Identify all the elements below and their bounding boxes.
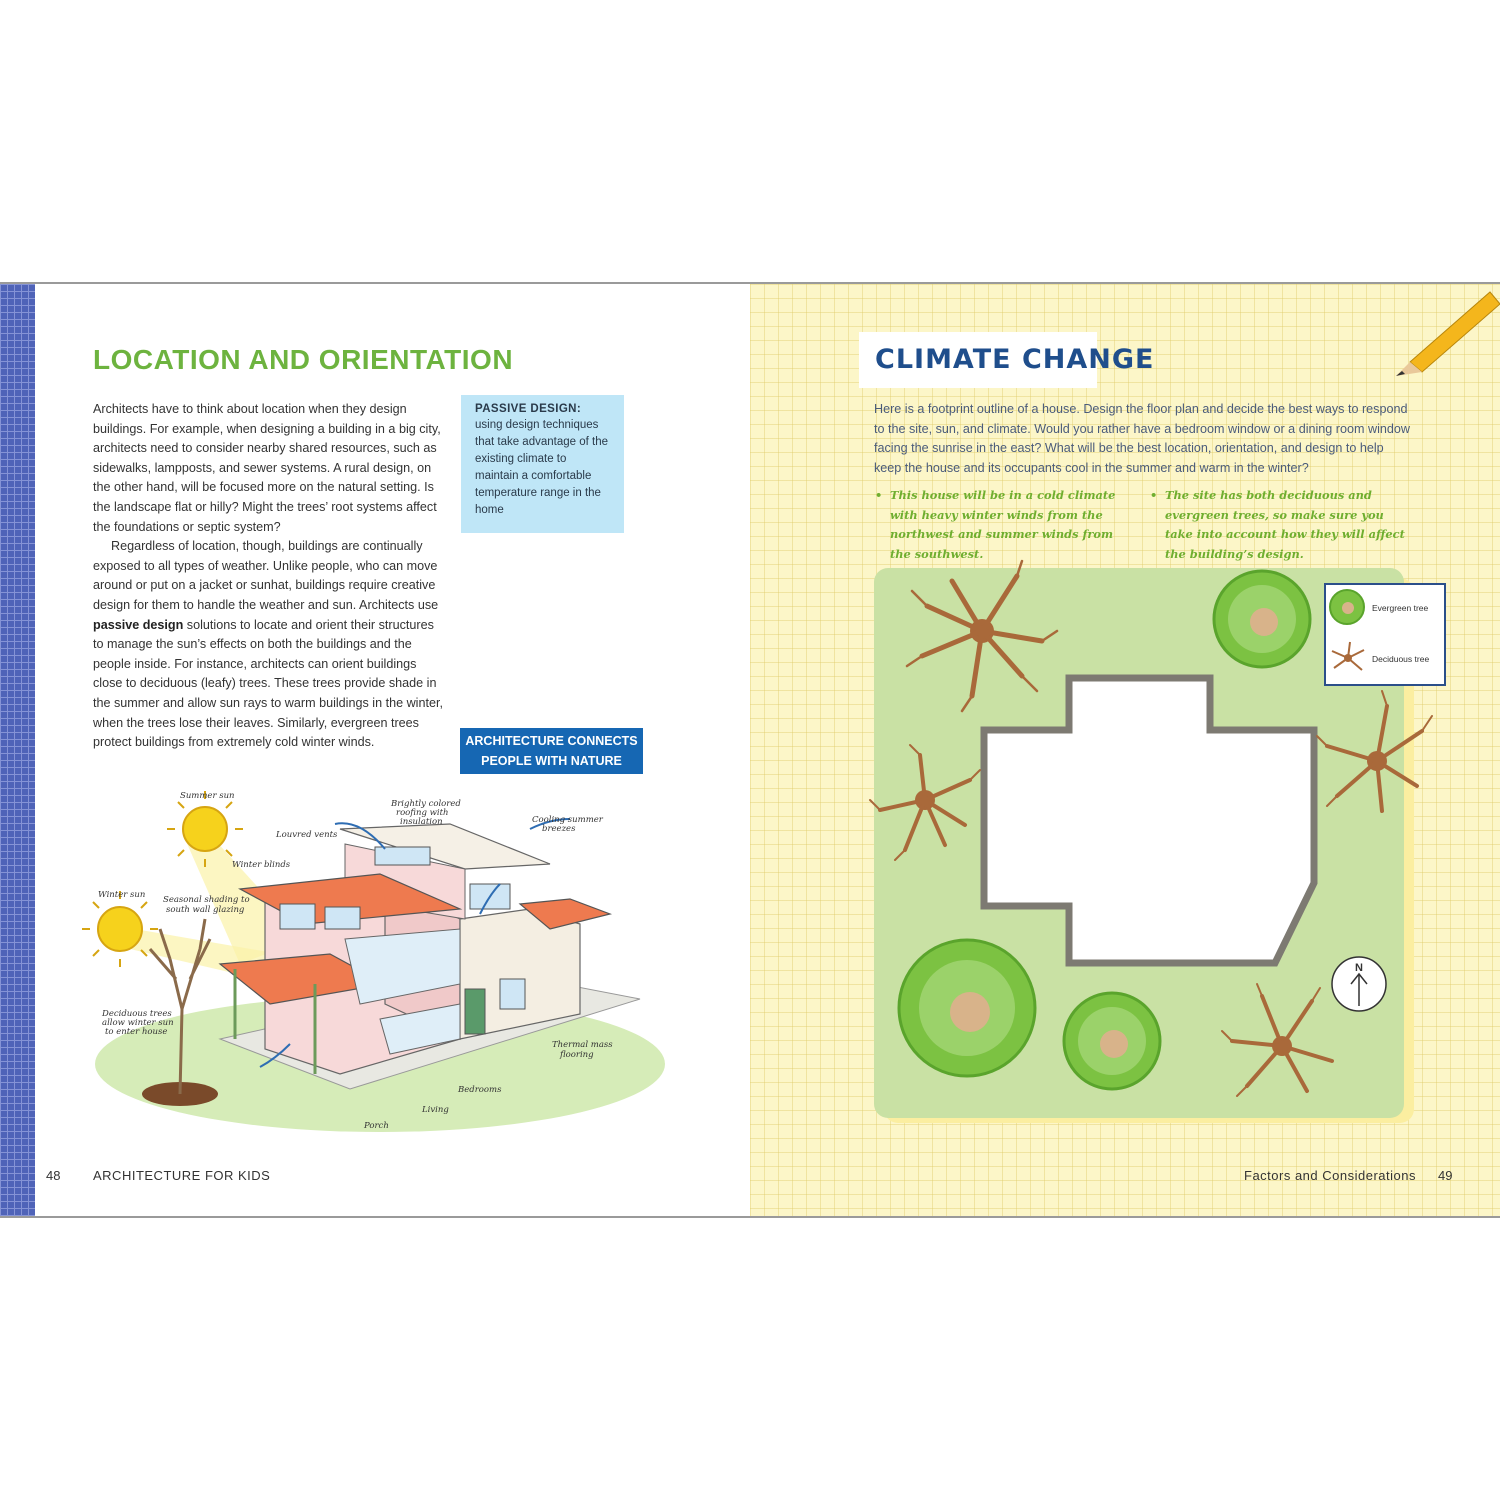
bullet-item-1 <box>875 486 1130 564</box>
page-number-left: 48 <box>46 1168 61 1183</box>
bullet-dot: • <box>1150 488 1158 502</box>
label-deciduous-2: allow winter sun <box>102 1018 174 1028</box>
compass-icon <box>1332 957 1386 1011</box>
map-legend <box>1325 584 1445 685</box>
bullet-item-2 <box>1150 486 1405 564</box>
passive-house-illustration <box>80 789 660 1144</box>
page-heading: LOCATION AND ORIENTATION <box>93 344 514 375</box>
evergreen-tree-icon <box>899 940 1035 1076</box>
evergreen-tree-icon <box>1064 993 1160 1089</box>
label-thermal-2: flooring <box>560 1050 594 1060</box>
definition-box <box>461 395 624 533</box>
running-footer-right: Factors and Considerations <box>1244 1168 1416 1183</box>
compass-label: N <box>1355 962 1363 974</box>
legend-evergreen-icon <box>1330 590 1364 624</box>
paragraph-2-start: Regardless of location, though, buildings are continually exposed to all types of weather. Unlike people, who can move around or put on a jacket or sunhat, buildings require creative design for them to handle the weather and sun. Architects use <box>93 539 439 612</box>
label-cooling-1: Cooling summer <box>532 815 603 825</box>
label-seasonal-shading-2: south wall glazing <box>166 905 245 915</box>
label-bedrooms: Bedrooms <box>458 1085 502 1095</box>
label-roofing-1: Brightly colored <box>391 799 461 809</box>
book-spread <box>0 282 1500 1218</box>
label-seasonal-shading-1: Seasonal shading to <box>163 895 250 905</box>
bullet-text-2: The site has both deciduous and evergreen trees, so make sure you take into account how they will affect the building’s design. <box>1165 488 1405 561</box>
page-number-right: 49 <box>1438 1168 1453 1183</box>
paragraph-1: Architects have to think about location when they design buildings. For example, when designing a building in a big city, architects need to consider nearby shared resources, such as sidewalks, lampposts, and sewer systems. A rural design, on the other hand, will be focused more on the natural setting. Is the landscape flat or hilly? Might the trees’ root systems affect the foundations or septic system? <box>93 402 441 534</box>
label-cooling-2: breezes <box>542 824 576 834</box>
pencil-icon <box>1390 284 1500 376</box>
label-porch: Porch <box>364 1121 389 1131</box>
body-text <box>93 400 443 753</box>
site-plan <box>872 566 1430 1126</box>
bullet-dot: • <box>875 488 883 502</box>
paragraph-2 <box>93 537 443 753</box>
callout-line-1: ARCHITECTURE CONNECTS <box>465 734 638 748</box>
label-summer-sun: Summer sun <box>180 791 235 801</box>
bullet-text-1: This house will be in a cold climate with heavy winter winds from the northwest and summer winds from the southwest. <box>890 488 1116 561</box>
winter-sun-icon <box>82 891 158 967</box>
legend-evergreen-label: Evergreen tree <box>1372 603 1429 613</box>
label-living: Living <box>422 1105 449 1115</box>
paragraph-2-end: solutions to locate and orient their structures to manage the sun’s effects on both the buildings and the people inside. For instance, architects can orient buildings close to deciduous (leafy) trees. These trees provide shade in the summer and allow sun rays to warm buildings in the winter, when the trees lose their leaves. Similarly, evergreen trees protect buildings from extremely cold winter winds. <box>93 617 443 750</box>
right-page <box>750 284 1500 1216</box>
label-roofing-2: roofing with <box>396 808 449 818</box>
label-winter-sun: Winter sun <box>98 890 146 900</box>
intro-text: Here is a footprint outline of a house. Design the floor plan and decide the best ways to respond to the site, sun, and climate. Would you rather have a bedroom window or a dining room window facing the sunrise in the east? What will be the best location, orientation, and design to help keep the house and its occupants cool in the summer and warm in the winter? <box>874 402 1410 475</box>
blue-grid-strip <box>0 284 35 1216</box>
evergreen-tree-icon <box>1214 571 1310 667</box>
left-page <box>0 284 750 1216</box>
label-thermal-1: Thermal mass <box>552 1040 613 1050</box>
running-footer-left: ARCHITECTURE FOR KIDS <box>93 1168 271 1183</box>
label-winter-blinds: Winter blinds <box>232 860 291 870</box>
passive-design-term: passive design <box>93 617 184 632</box>
definition-term: PASSIVE DESIGN: <box>475 403 582 415</box>
callout-line-2: PEOPLE WITH NATURE <box>481 754 622 768</box>
page-heading-right: CLIMATE CHANGE <box>875 344 1155 375</box>
callout-banner <box>460 728 643 774</box>
label-louvred-vents: Louvred vents <box>276 830 338 840</box>
label-deciduous-3: to enter house <box>105 1027 168 1037</box>
definition-text: using design techniques that take advantage of the existing climate to maintain a comfortable temperature range in the home <box>475 419 608 516</box>
label-deciduous-1: Deciduous trees <box>102 1009 172 1019</box>
label-roofing-3: insulation <box>400 817 443 827</box>
legend-deciduous-label: Deciduous tree <box>1372 654 1430 664</box>
